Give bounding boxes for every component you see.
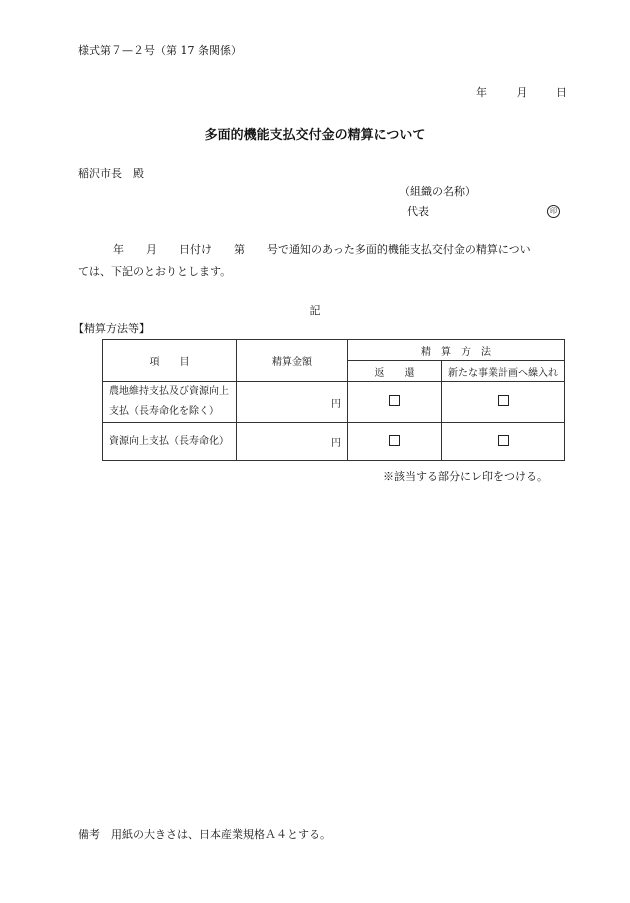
- ki-heading: 記: [309, 304, 321, 317]
- row-item-line: 資源向上支払（長寿命化）: [109, 435, 229, 447]
- row-item: [103, 382, 237, 423]
- settlement-table: [102, 339, 565, 461]
- table-row: [103, 423, 565, 461]
- return-checkbox[interactable]: [389, 395, 400, 406]
- body-paragraph: [78, 239, 563, 283]
- section-label: 【精算方法等】: [73, 322, 150, 335]
- date-line: [476, 84, 567, 100]
- header-return: 返 還: [348, 361, 442, 382]
- carry-checkbox-cell[interactable]: [442, 382, 565, 423]
- row-item-line: 農地維持支払及び資源向上: [109, 386, 229, 397]
- header-item: 項 目: [103, 340, 237, 382]
- return-checkbox[interactable]: [389, 435, 400, 446]
- header-carry-over: 新たな事業計画へ繰入れ: [442, 361, 565, 382]
- seal-icon: 印: [547, 205, 560, 218]
- carry-over-checkbox[interactable]: [498, 435, 509, 446]
- representative-label: 代表: [407, 205, 429, 218]
- check-note: ※該当する部分にレ印をつける。: [383, 470, 548, 483]
- addressee: 稲沢市長 殿: [78, 167, 144, 180]
- row-item: [103, 423, 237, 461]
- return-checkbox-cell[interactable]: [348, 382, 442, 423]
- org-name-label: （組織の名称）: [399, 185, 476, 198]
- yen-unit: 円: [331, 438, 341, 449]
- seal-mark: [547, 203, 560, 218]
- date-year: 年: [476, 86, 487, 99]
- form-number: 様式第７—２号（第 17 条関係）: [78, 44, 242, 57]
- header-amount: 精算金額: [237, 340, 348, 382]
- row-amount[interactable]: [237, 423, 348, 461]
- yen-unit: 円: [331, 398, 341, 410]
- row-item-line: 支払（長寿命化を除く）: [109, 406, 219, 417]
- header-method: 精 算 方 法: [348, 340, 565, 361]
- row-amount[interactable]: [237, 382, 348, 423]
- body-line-1: 年 月 日付け 第 号で通知のあった多面的機能支払交付金の精算につい: [113, 243, 531, 256]
- date-day: 日: [556, 86, 567, 99]
- return-checkbox-cell[interactable]: [348, 423, 442, 461]
- body-line-2: ては、下記のとおりとします。: [78, 265, 232, 278]
- document-title: 多面的機能支払交付金の精算について: [204, 128, 426, 143]
- carry-checkbox-cell[interactable]: [442, 423, 565, 461]
- table-row: [103, 382, 565, 423]
- date-month: 月: [516, 86, 528, 99]
- carry-over-checkbox[interactable]: [498, 395, 509, 406]
- remarks: 備考 用紙の大きさは、日本産業規格Ａ４とする。: [78, 828, 331, 841]
